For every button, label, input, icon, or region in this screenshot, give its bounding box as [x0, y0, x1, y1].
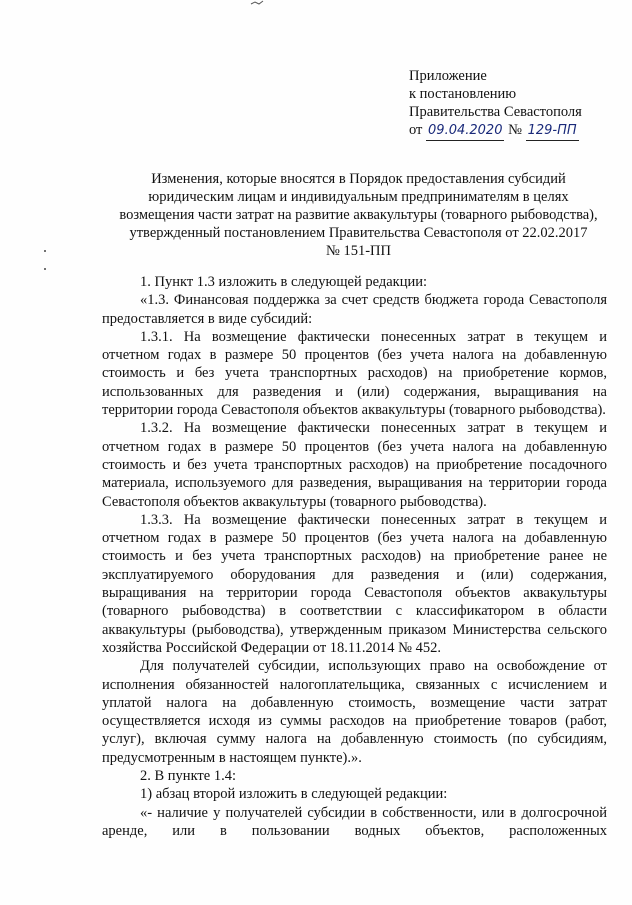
paragraph-item-1: 1. Пункт 1.3 изложить в следующей редакции:: [140, 274, 428, 290]
scan-artifact-mark: [250, 0, 264, 6]
handwritten-date: 09.04.2020: [426, 122, 504, 141]
document-body: [102, 273, 607, 840]
appendix-header: [409, 67, 582, 141]
date-prefix: от: [409, 122, 423, 138]
title-line: № 151-ПП: [326, 243, 391, 259]
handwritten-number: 129-ПП: [526, 122, 579, 141]
resolution-reference: к постановлению: [409, 86, 517, 102]
paragraph-subitem-1: 1) абзац второй изложить в следующей редакции:: [140, 786, 448, 803]
title-line: юридическим лицам и индивидуальным предпринимателям в целях: [148, 189, 569, 205]
appendix-label: Приложение: [409, 68, 487, 84]
paragraph-1-3-1: 1.3.1. На возмещение фактически понесенных затрат в текущем и отчетном годах в размере 50 процентов (без учета налога на добавленную стоимость и без учета транспортных расходов) на приобретение кормов, использованных для разведения и (или) содержания, выращивания на территории города Севастополя объектов аквакультуры (товарного рыбоводства).: [102, 328, 607, 419]
title-line: утвержденный постановлением Правительства Севастополя от 22.02.2017: [129, 225, 588, 241]
paragraph-1-3-2: 1.3.2. На возмещение фактически понесенных затрат в текущем и отчетном годах в размере 50 процентов (без учета налога на добавленную стоимость и без учета транспортных расходов) на приобретение посадочного материала, используемого для разведения, выращивания на территории города Севастополя объектов аквакультуры (товарного рыбоводства).: [102, 420, 607, 510]
title-line: Изменения, которые вносятся в Порядок предоставления субсидий: [151, 171, 566, 187]
paragraph-vat-note: Для получателей субсидии, использующих право на освобождение от исполнения обязанностей налогоплательщика, связанных с исчислением и уплатой налога на добавленную стоимость, возмещение части затрат осуществляется исходя из суммы расходов на приобретение товаров (работ, услуг), включая сумму налога на добавленную стоимость (по субсидиям, предусмотренным в настоящем пункте).».: [102, 658, 607, 766]
government-name: Правительства Севастополя: [409, 104, 582, 120]
paragraph-1-3: «1.3. Финансовая поддержка за счет средств бюджета города Севастополя предоставляется в виде субсидий:: [102, 292, 607, 327]
date-number-line: [409, 121, 582, 141]
number-prefix: №: [508, 122, 522, 138]
document-title: [96, 170, 621, 260]
paragraph-water-objects: «- наличие у получателей субсидии в собственности, или в долгосрочной аренде, или в пользовании водных объектов, расположенных: [102, 804, 607, 839]
title-line: возмещения части затрат на развитие аквакультуры (товарного рыбоводства),: [119, 207, 598, 223]
margin-dot: [44, 250, 46, 252]
paragraph-item-2: 2. В пункте 1.4:: [140, 768, 236, 785]
margin-dot: [44, 268, 46, 270]
paragraph-1-3-3: 1.3.3. На возмещение фактически понесенных затрат в текущем и отчетном годах в размере 50 процентов (без учета налога на добавленную стоимость и без учета транспортных расходов) на приобретение ранее не эксплуатируемого оборудования для разведения и (или) содержания, выращивания на территории города Севастополя объектов аквакультуры (товарного рыбоводства) в соответствии с классификатором в области аквакультуры (рыбоводства), утвержденным приказом Министерства сельского хозяйства Российской Федерации от 18.11.2014 № 452.: [102, 511, 607, 656]
